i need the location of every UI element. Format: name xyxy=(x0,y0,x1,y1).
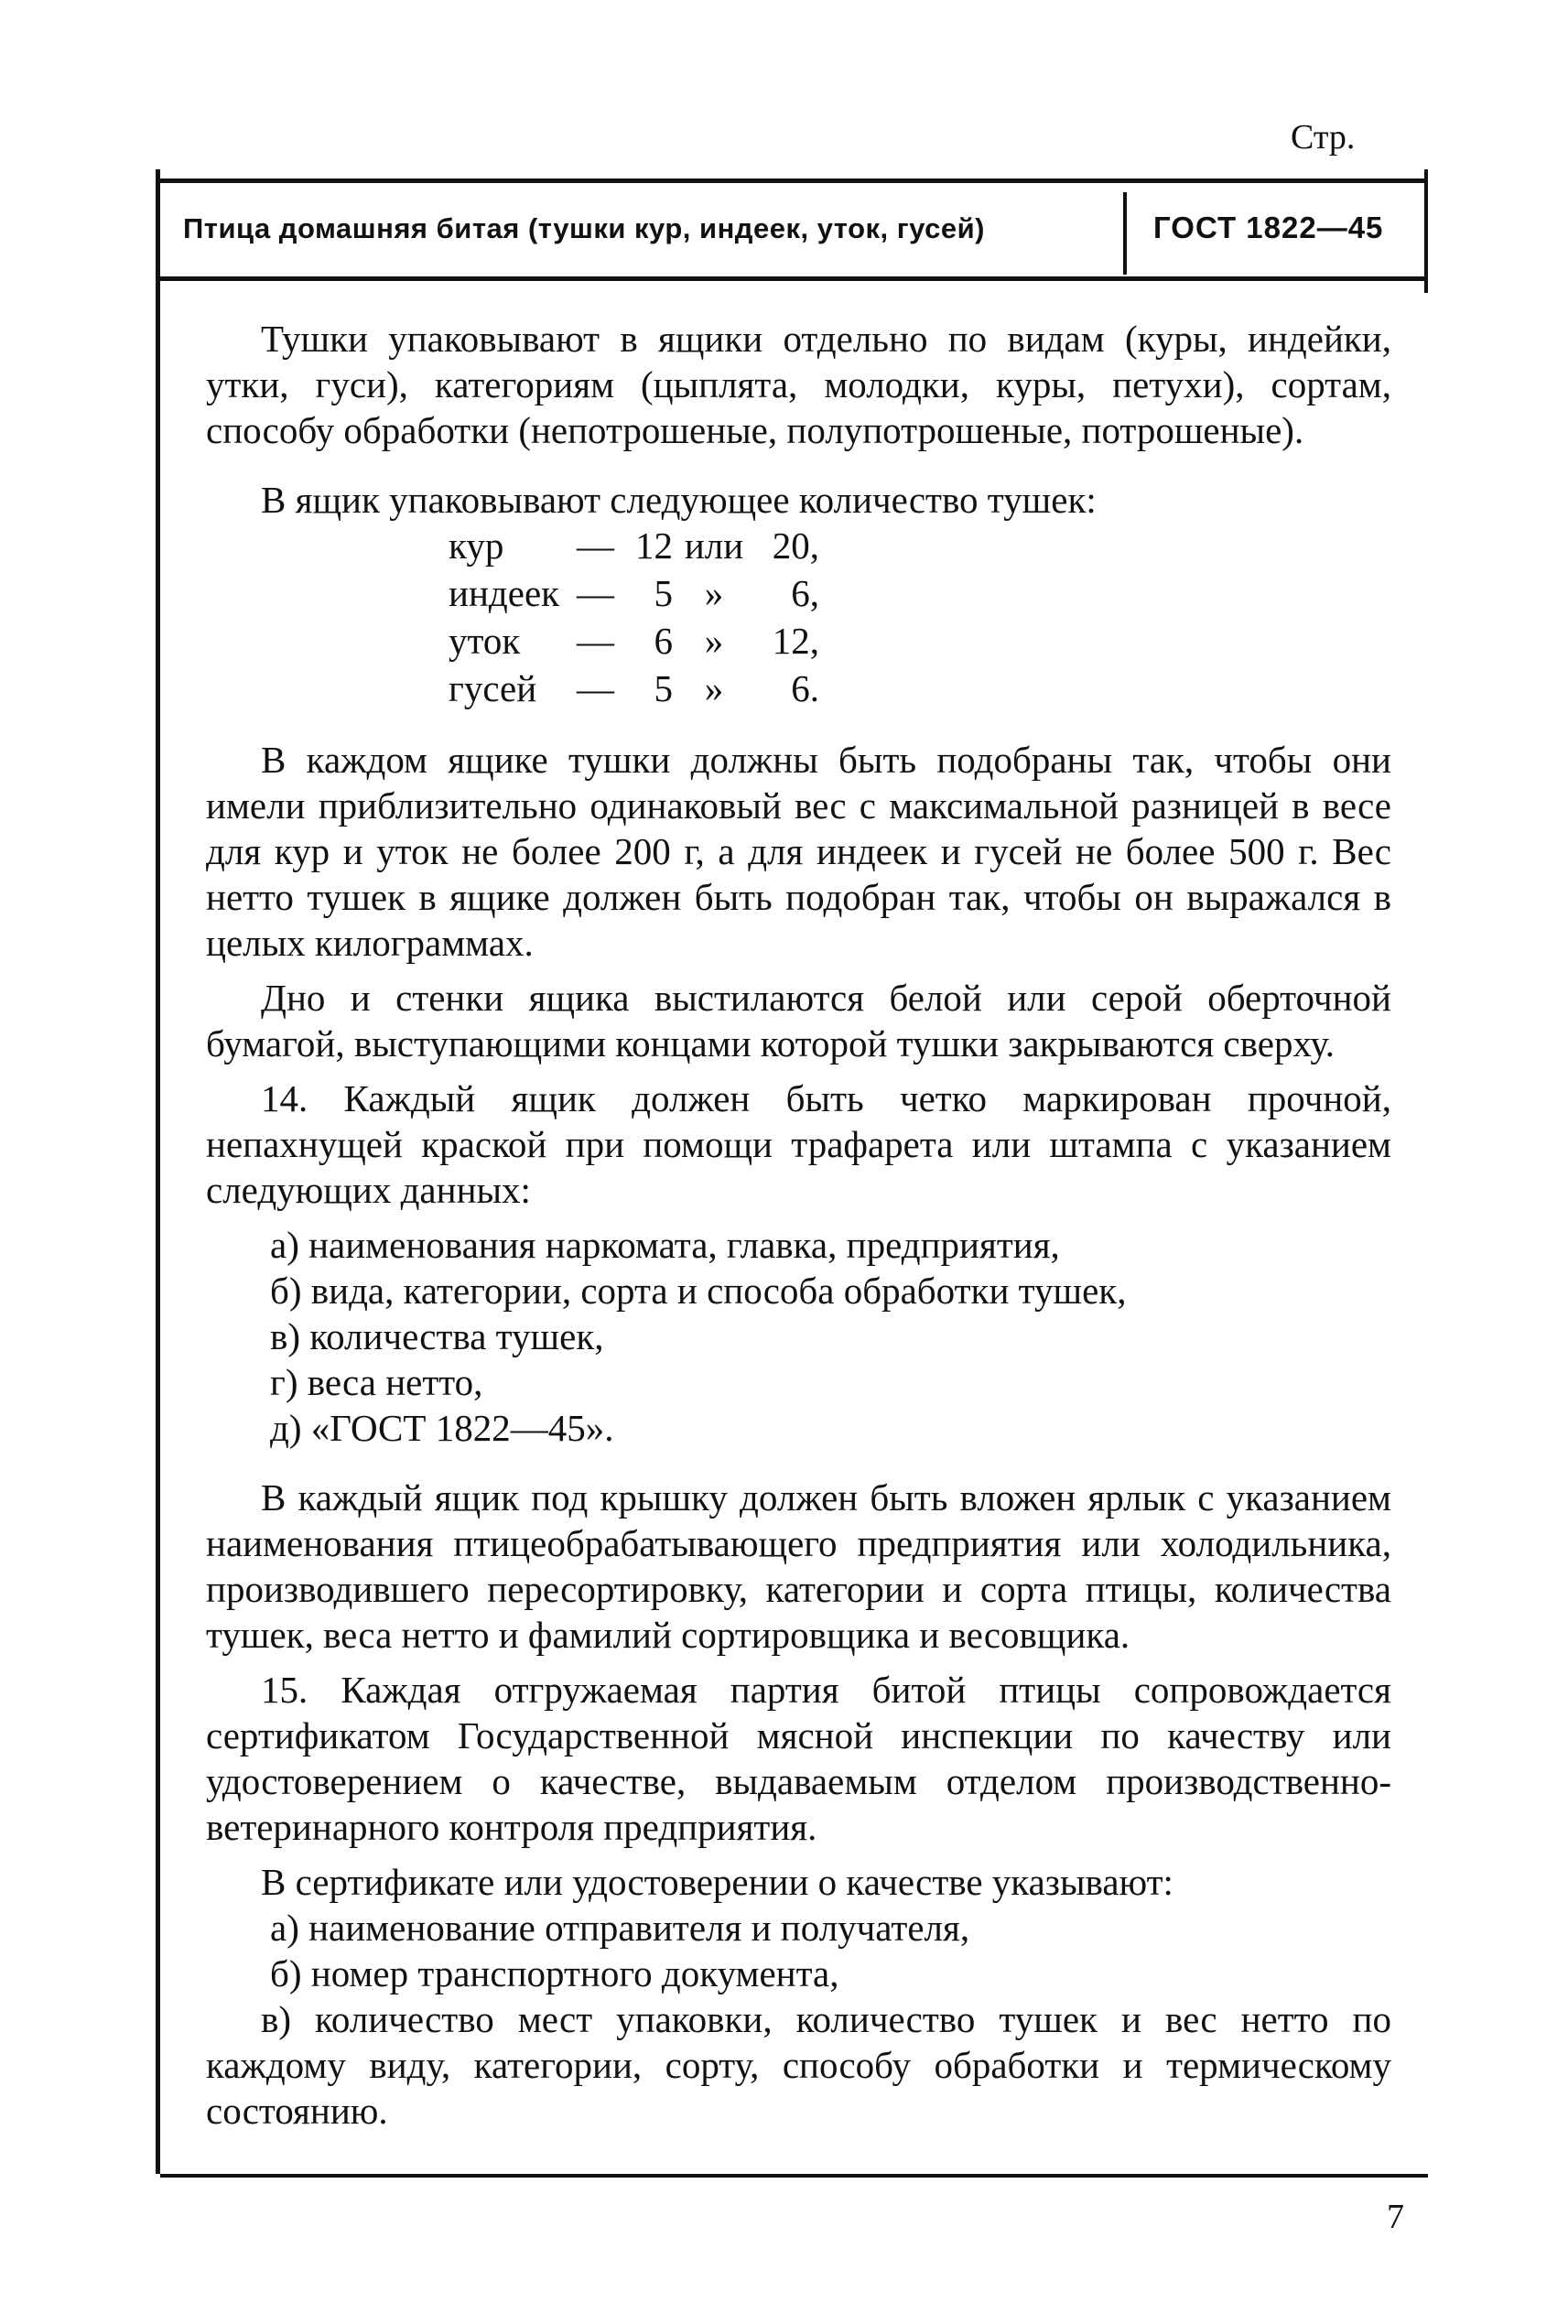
qty-name: кур xyxy=(449,524,504,567)
qty-name: гусей xyxy=(449,667,537,709)
list-item: г) веса нетто, xyxy=(270,1361,483,1403)
quantity-row xyxy=(449,665,819,713)
qty-b: 6. xyxy=(791,667,819,709)
paragraph: Тушки упаковывают в ящики отдельно по видам (куры, индейки, утки, гуси), категориям (цыплята, молодки, куры, петухи), сортам, способу обработки (непотрошеные, полупотрошеные, потрошеные). xyxy=(206,318,1391,451)
frame-left-rule xyxy=(156,169,160,2174)
qty-dash: — xyxy=(577,524,614,567)
quantity-row xyxy=(449,618,819,665)
paragraph: В каждый ящик под крышку должен быть вложен ярлык с указанием наименования птицеобрабатывающего предприятия или холодильника, производившего пересортировку, категории и сорта птицы, количества тушек, веса нетто и фамилий сортировщика и весовщика. xyxy=(206,1476,1391,1656)
paragraph: В ящик упаковывают следующее количество тушек: xyxy=(261,479,1097,521)
list-item: д) «ГОСТ 1822—45». xyxy=(270,1407,614,1449)
paragraph: Дно и стенки ящика выстилаются белой или серой оберточной бумагой, выступающими концами которой тушки закрываются сверху. xyxy=(206,977,1391,1065)
qty-sep: » xyxy=(704,572,724,614)
list-item: а) наименования наркомата, главка, предприятия, xyxy=(270,1224,1060,1266)
page-number: 7 xyxy=(1387,2198,1404,2236)
page-label: Стр. xyxy=(1291,118,1356,157)
qty-sep: » xyxy=(704,667,724,709)
qty-b: 12, xyxy=(772,620,819,662)
list-item: в) количество мест упаковки, количество тушек и вес нетто по каждому виду, категории, сорту, способу обработки и термическому состоянию. xyxy=(206,1998,1391,2132)
qty-dash: — xyxy=(577,667,614,709)
quantity-row xyxy=(449,570,819,618)
qty-b: 6, xyxy=(791,572,819,614)
document-header xyxy=(160,183,1424,275)
list-item: в) количества тушек, xyxy=(270,1315,604,1357)
list-item: б) номер транспортного документа, xyxy=(270,1952,839,1994)
qty-sep: или xyxy=(684,524,744,567)
section-15: 15. Каждая отгружаемая партия битой птицы сопровождается сертификатом Государственной мясной инспекции по качеству или удостоверением о качестве, выдаваемым отделом производственно-ветеринарного контроля предприятия. xyxy=(206,1669,1391,1848)
qty-a: 5 xyxy=(654,572,673,614)
paragraph: В сертификате или удостоверении о качестве указывают: xyxy=(261,1861,1173,1903)
frame-bottom-rule xyxy=(160,2174,1428,2178)
qty-dash: — xyxy=(577,620,614,662)
qty-a: 5 xyxy=(654,667,673,709)
qty-b: 20, xyxy=(772,524,819,567)
qty-name: индеек xyxy=(449,572,560,614)
paragraph: В каждом ящике тушки должны быть подобраны так, чтобы они имели приблизительно одинаковый вес с максимальной разницей в весе для кур и уток не более 200 г, а для индеек и гусей не более 500 г. Вес нетто тушек в ящике должен быть подобран так, чтобы он выражался в целых килограммах. xyxy=(206,739,1391,964)
document-body xyxy=(206,316,1391,2134)
quantity-row xyxy=(449,523,819,570)
qty-dash: — xyxy=(577,572,614,614)
qty-a: 6 xyxy=(654,620,673,662)
header-bottom-rule xyxy=(156,276,1428,281)
list-item: б) вида, категории, сорта и способа обработки тушек, xyxy=(270,1270,1127,1312)
section-14: 14. Каждый ящик должен быть четко маркирован прочной, непахнущей краской при помощи трафарета или штампа с указанием следующих данных: xyxy=(206,1077,1391,1211)
qty-a: 12 xyxy=(635,524,673,567)
quantity-table xyxy=(449,523,819,713)
qty-sep: » xyxy=(704,620,724,662)
header-separator xyxy=(1123,192,1127,275)
document-title: Птица домашняя битая (тушки кур, индеек, уток, гусей) xyxy=(183,212,986,244)
list-item: а) наименование отправителя и получателя, xyxy=(270,1907,970,1949)
qty-name: уток xyxy=(449,620,521,662)
standard-code: ГОСТ 1822—45 xyxy=(1153,211,1384,244)
frame-right-rule xyxy=(1424,169,1428,293)
